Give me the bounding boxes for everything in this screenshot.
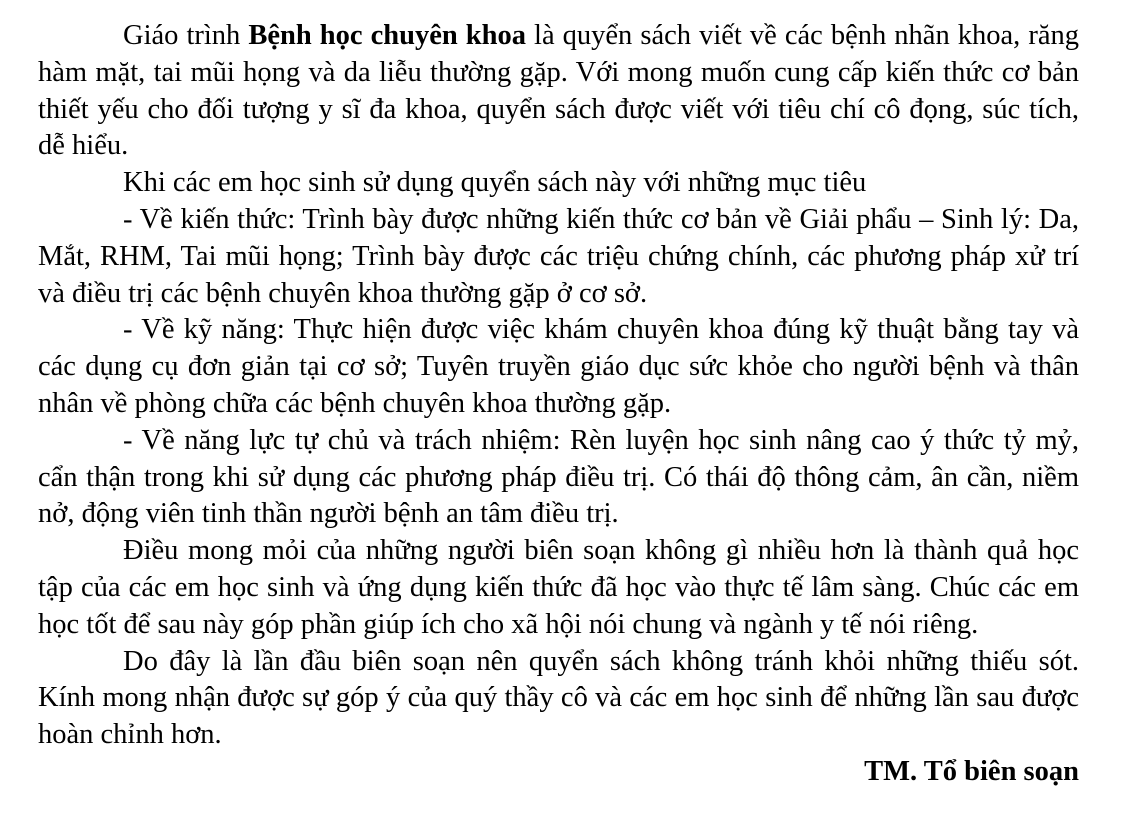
- document-page: [38, 18, 1079, 791]
- intro-text-start: Giáo trình: [123, 20, 249, 51]
- book-title: Bệnh học chuyên khoa: [248, 20, 526, 51]
- intro-text-rest: là quyển sách viết về các bệnh nhãn khoa, răng hàm mặt, tai mũi họng và da liễu thường gặp. Với mong muốn cung cấp kiến thức cơ bản thiết yếu cho đối tượng y sĩ đa khoa, quyển sách được viết với tiêu chí cô đọng, súc tích, dễ hiểu.: [38, 20, 1079, 162]
- closing-paragraph: Do đây là lần đầu biên soạn nên quyển sách không tránh khỏi những thiếu sót. Kính mong nhận được sự góp ý của quý thầy cô và các em học sinh để những lần sau được hoàn chỉnh hơn.: [38, 645, 1079, 751]
- goals-intro-paragraph: Khi các em học sinh sử dụng quyển sách này với những mục tiêu: [123, 167, 867, 199]
- hope-paragraph: Điều mong mỏi của những người biên soạn không gì nhiều hơn là thành quả học tập của các em học sinh và ứng dụng kiến thức đã học vào thực tế lâm sàng. Chúc các em học tốt để sau này góp phần giúp ích cho xã hội nói chung và ngành y tế nói riêng.: [38, 535, 1079, 640]
- goal-autonomy-paragraph: - Về năng lực tự chủ và trách nhiệm: Rèn luyện học sinh nâng cao ý thức tỷ mỷ, cẩn thận trong khi sử dụng các phương pháp điều trị. Có thái độ thông cảm, ân cần, niềm nở, động viên tinh thần người bệnh an tâm điều trị.: [38, 424, 1079, 530]
- signature: TM. Tổ biên soạn: [864, 755, 1079, 787]
- goal-skills-paragraph: - Về kỹ năng: Thực hiện được việc khám chuyên khoa đúng kỹ thuật bằng tay và các dụng cụ đơn giản tại cơ sở; Tuyên truyền giáo dục sức khỏe cho người bệnh và thân nhân về phòng chữa các bệnh chuyên khoa thường gặp.: [38, 314, 1079, 419]
- goal-knowledge-paragraph: - Về kiến thức: Trình bày được những kiến thức cơ bản về Giải phẩu – Sinh lý: Da, Mắt, RHM, Tai mũi họng; Trình bày được các triệu chứng chính, các phương pháp xử trí và điều trị các bệnh chuyên khoa thường gặp ở cơ sở.: [38, 203, 1079, 309]
- intro-paragraph: [38, 18, 1079, 165]
